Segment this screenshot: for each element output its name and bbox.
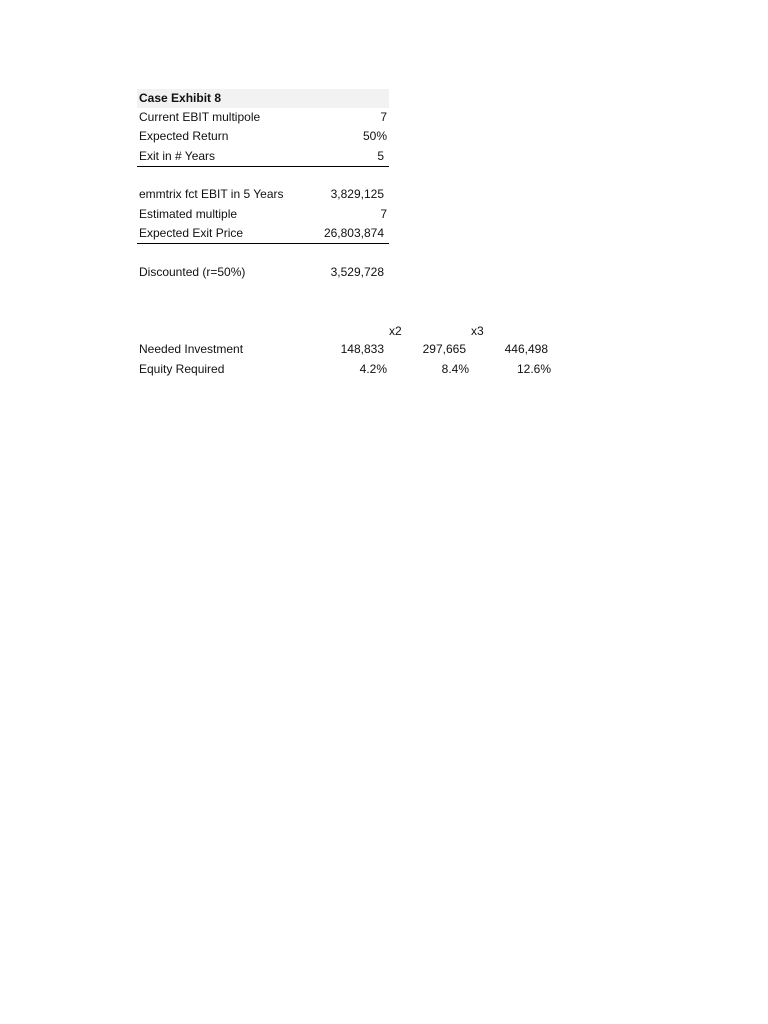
- needed-investment-label: Needed Investment: [139, 342, 244, 356]
- section1-bottom-rule: [137, 166, 389, 167]
- estimated-multiple-label: Estimated multiple: [139, 207, 238, 221]
- needed-investment-x3: 446,498: [504, 342, 548, 356]
- header-x3: x3: [471, 324, 484, 338]
- forecast-ebit-label: emmtrix fct EBIT in 5 Years: [139, 187, 284, 201]
- discounted-label: Discounted (r=50%): [139, 265, 246, 279]
- current-ebit-multiple-label: Current EBIT multipole: [139, 110, 261, 124]
- equity-required-x3: 12.6%: [516, 362, 551, 376]
- discounted-value: 3,529,728: [330, 265, 384, 279]
- needed-investment-x2: 297,665: [422, 342, 466, 356]
- expected-exit-price-label: Expected Exit Price: [139, 226, 244, 240]
- header-x2: x2: [389, 324, 402, 338]
- exhibit-title: Case Exhibit 8: [139, 91, 222, 105]
- expected-exit-price-value: 26,803,874: [323, 226, 384, 240]
- equity-required-base: 4.2%: [359, 362, 387, 376]
- exit-years-value: 5: [377, 149, 384, 163]
- section2-bottom-rule: [137, 243, 389, 244]
- estimated-multiple-value: 7: [380, 207, 387, 221]
- expected-return-value: 50%: [362, 129, 387, 143]
- needed-investment-base: 148,833: [340, 342, 384, 356]
- current-ebit-multiple-value: 7: [380, 110, 387, 124]
- equity-required-x2: 8.4%: [441, 362, 469, 376]
- equity-required-label: Equity Required: [139, 362, 225, 376]
- exit-years-label: Exit in # Years: [139, 149, 216, 163]
- expected-return-label: Expected Return: [139, 129, 229, 143]
- forecast-ebit-value: 3,829,125: [330, 187, 384, 201]
